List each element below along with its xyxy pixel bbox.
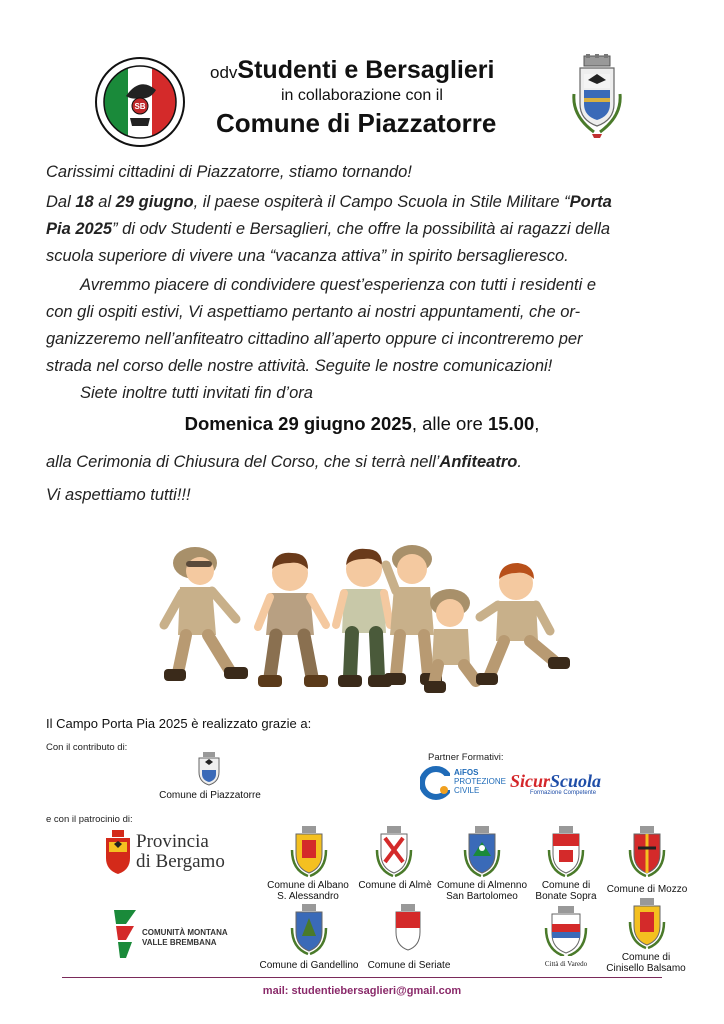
event-date: Domenica 29 giugno 2025 — [184, 413, 412, 434]
seriate-crest-icon — [392, 904, 424, 959]
contrib-name: Comune di Piazzatorre — [159, 790, 261, 801]
aifos-name: AiFOS — [454, 768, 479, 777]
bonate-crest-icon — [547, 826, 585, 883]
closing-line: Vi aspettiamo tutti!!! — [46, 486, 191, 504]
cinisello-crest-icon — [628, 898, 666, 955]
albano-crest-icon — [290, 826, 328, 883]
soldier-2-icon — [258, 553, 328, 687]
contrib-label: Con il contributo di: — [46, 742, 128, 753]
sicurscuola-logo: SicurScuola Formazione Competente — [510, 771, 602, 796]
paragraph-1: Dal 18 al 29 giugno, il paese ospiterà il Campo Scuola in Stile Militare “Porta Pia 2025” di odv Studenti e Bersaglieri, che offre la possibilità ai ragazzi della scuola superiore di vivere una “vacanza attiva” in spirito bersaglieresco. — [46, 193, 612, 265]
sponsors-title: Il Campo Porta Pia 2025 è realizzato grazie a: — [46, 716, 312, 731]
provincia-bergamo-logo: Provincia di Bergamo — [104, 830, 244, 878]
greeting: Carissimi cittadini di Piazzatorre, stiamo tornando! — [46, 163, 412, 181]
piazzatorre-crest-icon — [566, 54, 628, 144]
sb-logo — [94, 56, 186, 148]
albano-label: Comune di Albano S. Alessandro — [267, 880, 349, 902]
event-time: 15.00 — [487, 413, 535, 434]
varedo-crest-icon — [542, 906, 590, 961]
varedo-label: Città di Varedo — [544, 960, 588, 968]
contact-email[interactable]: mail: studentiebersaglieri@gmail.com — [262, 985, 462, 997]
mozzo-crest-icon — [628, 826, 666, 883]
almenno-label: Comune di Almenno San Bartolomeo — [436, 880, 528, 902]
soldier-1-icon — [164, 547, 248, 681]
invite-line: Siete inoltre tutti invitati fin d’ora — [80, 384, 313, 402]
cartoon-soldiers-illustration — [150, 535, 580, 705]
aifos-logo: AiFOS PROTEZIONE CIVILE — [420, 766, 510, 802]
org-odv: odv — [210, 63, 238, 82]
seriate-label: Comune di Seriate — [367, 960, 451, 971]
footer-divider — [62, 977, 662, 978]
ceremony-line: alla Cerimonia di Chiusura del Corso, che si terrà nell’Anfiteatro. — [46, 453, 522, 471]
alme-label: Comune di Almè — [358, 880, 432, 891]
gandellino-label: Comune di Gandellino — [259, 960, 359, 971]
soldier-5-icon — [424, 589, 476, 693]
soldier-6-icon — [476, 563, 570, 685]
event-line: Domenica 29 giugno 2025, alle ore 15.00, — [184, 413, 540, 434]
cinisello-label: Comune di Cinisello Balsamo — [606, 952, 686, 974]
sb-logo-initials: SB — [134, 102, 146, 111]
almenno-crest-icon — [463, 826, 501, 883]
paragraph-2: Avremmo piacere di condividere quest’esperienza con tutti i residenti e con gli ospiti estivi, Vi aspettiamo pertanto ai nostri appuntamenti, che or- ganizzeremo nell’anfiteatro cittadino all’aperto oppure ci incontreremo per strada nel corso delle nostre attività. Seguite le nostre comunicazioni! — [46, 276, 597, 375]
org-name: Studenti e Bersaglieri — [237, 56, 495, 84]
gandellino-crest-icon — [290, 904, 328, 961]
mozzo-label: Comune di Mozzo — [606, 884, 688, 895]
comune-title: Comune di Piazzatorre — [216, 108, 497, 138]
patrocinio-label: e con il patrocinio di: — [46, 814, 133, 825]
collab-text: in collaborazione con il — [281, 87, 443, 104]
alme-crest-icon — [375, 826, 413, 883]
bonate-label: Comune di Bonate Sopra — [535, 880, 597, 902]
org-title — [210, 56, 494, 85]
comunita-montana-logo: COMUNITÀ MONTANA VALLE BREMBANA — [112, 910, 252, 962]
partner-label: Partner Formativi: — [428, 752, 504, 763]
contrib-crest-icon — [195, 752, 223, 791]
